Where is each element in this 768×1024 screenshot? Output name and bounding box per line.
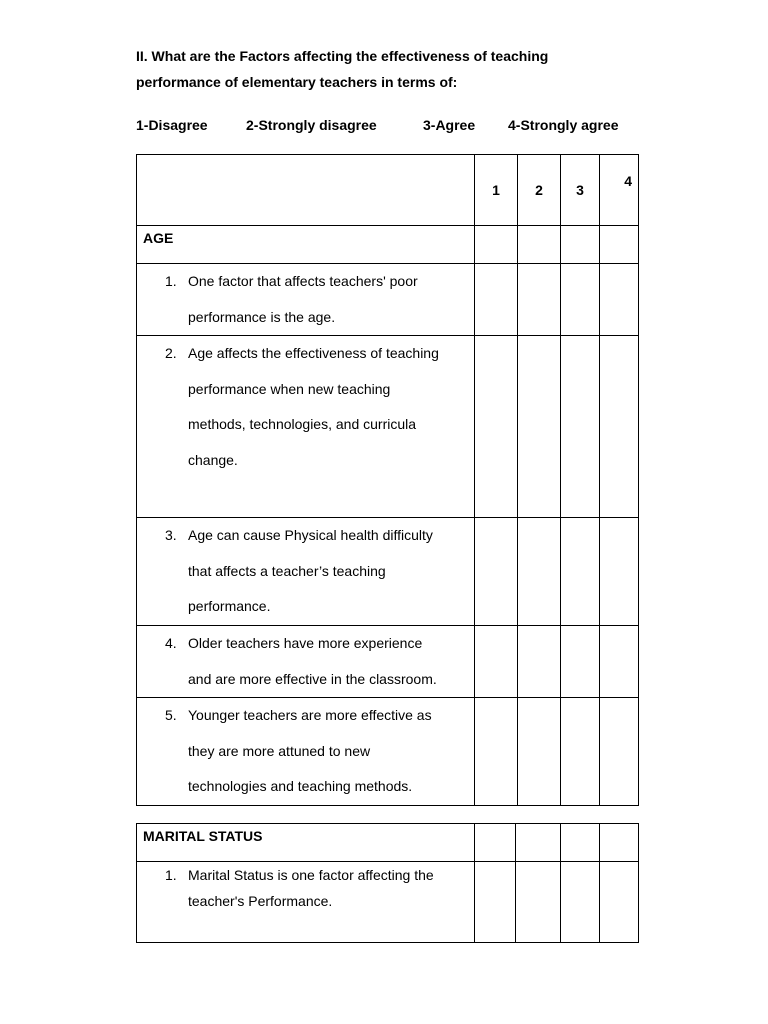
item-number: 1. <box>165 273 177 289</box>
header-blank-cell <box>137 155 475 226</box>
table-row <box>137 518 639 626</box>
column-header-4: 4 <box>600 155 639 226</box>
statement-line: and are more effective in the classroom. <box>188 670 437 687</box>
header-row <box>137 155 639 226</box>
rating-cell[interactable] <box>561 226 600 264</box>
table-row <box>137 264 639 336</box>
scale-label-3: 3-Agree <box>423 117 476 133</box>
rating-cell[interactable] <box>561 518 600 626</box>
statement-line: performance when new teaching <box>188 380 391 397</box>
marital-status-table <box>136 823 639 943</box>
scale-label-1: 1-Disagree <box>136 117 208 133</box>
statement-line: change. <box>188 451 238 468</box>
statement-cell <box>137 336 475 518</box>
statement-line: teacher's Performance. <box>188 893 333 909</box>
statement-line: Younger teachers are more effective as <box>188 707 432 723</box>
rating-cell[interactable] <box>561 862 600 943</box>
table-row <box>137 626 639 698</box>
rating-cell[interactable] <box>600 264 639 336</box>
rating-cell[interactable] <box>516 862 561 943</box>
rating-cell[interactable] <box>475 336 518 518</box>
section-row-marital <box>137 824 639 862</box>
statement-line: performance is the age. <box>188 308 336 325</box>
statement-line: technologies and teaching methods. <box>188 778 413 794</box>
rating-cell[interactable] <box>561 824 600 862</box>
rating-cell[interactable] <box>518 518 561 626</box>
rating-cell[interactable] <box>518 226 561 264</box>
statement-line: Age can cause Physical health difficulty <box>188 527 433 543</box>
rating-cell[interactable] <box>475 264 518 336</box>
rating-cell[interactable] <box>600 336 639 518</box>
statement-cell <box>137 626 475 698</box>
statement-line: One factor that affects teachers' poor <box>188 273 418 289</box>
item-number: 3. <box>165 527 177 543</box>
column-header-3: 3 <box>561 155 600 226</box>
heading-line-1: II. What are the Factors affecting the effectiveness of teaching <box>136 48 549 64</box>
table-row <box>137 862 639 943</box>
rating-cell[interactable] <box>600 518 639 626</box>
rating-cell[interactable] <box>561 336 600 518</box>
section-title-age: AGE <box>137 226 475 264</box>
statement-line: that affects a teacher’s teaching <box>188 562 386 579</box>
rating-cell[interactable] <box>518 698 561 806</box>
rating-cell[interactable] <box>475 862 516 943</box>
rating-cell[interactable] <box>600 626 639 698</box>
rating-cell[interactable] <box>518 336 561 518</box>
rating-cell[interactable] <box>600 824 639 862</box>
statement-line: Older teachers have more experience <box>188 635 423 651</box>
item-number: 4. <box>165 635 177 651</box>
rating-cell[interactable] <box>475 698 518 806</box>
section-row-age <box>137 226 639 264</box>
rating-cell[interactable] <box>518 626 561 698</box>
section-title-marital-status: MARITAL STATUS <box>137 824 475 862</box>
statement-cell <box>137 264 475 336</box>
scale-label-4: 4-Strongly agree <box>508 117 619 133</box>
rating-cell[interactable] <box>516 824 561 862</box>
rating-cell[interactable] <box>518 264 561 336</box>
statement-line: Marital Status is one factor affecting the <box>188 867 434 883</box>
statement-cell <box>137 698 475 806</box>
statement-cell <box>137 862 475 943</box>
rating-cell[interactable] <box>561 264 600 336</box>
statement-line: Age affects the effectiveness of teaching <box>188 345 439 361</box>
rating-cell[interactable] <box>475 824 516 862</box>
statement-line: performance. <box>188 598 271 614</box>
item-number: 1. <box>165 867 177 883</box>
rating-cell[interactable] <box>561 698 600 806</box>
rating-cell[interactable] <box>600 862 639 943</box>
rating-cell[interactable] <box>475 226 518 264</box>
rating-cell[interactable] <box>600 226 639 264</box>
rating-cell[interactable] <box>475 518 518 626</box>
column-header-1: 1 <box>475 155 518 226</box>
rating-cell[interactable] <box>561 626 600 698</box>
rating-cell[interactable] <box>600 698 639 806</box>
statement-cell <box>137 518 475 626</box>
table-row <box>137 698 639 806</box>
heading-line-2: performance of elementary teachers in terms of: <box>136 74 458 90</box>
column-header-2: 2 <box>518 155 561 226</box>
table-row <box>137 336 639 518</box>
age-table <box>136 154 639 806</box>
statement-line: methods, technologies, and curricula <box>188 416 417 432</box>
rating-cell[interactable] <box>475 626 518 698</box>
scale-label-2: 2-Strongly disagree <box>246 117 377 133</box>
item-number: 5. <box>165 707 177 723</box>
statement-line: they are more attuned to new <box>188 742 371 759</box>
item-number: 2. <box>165 345 177 361</box>
